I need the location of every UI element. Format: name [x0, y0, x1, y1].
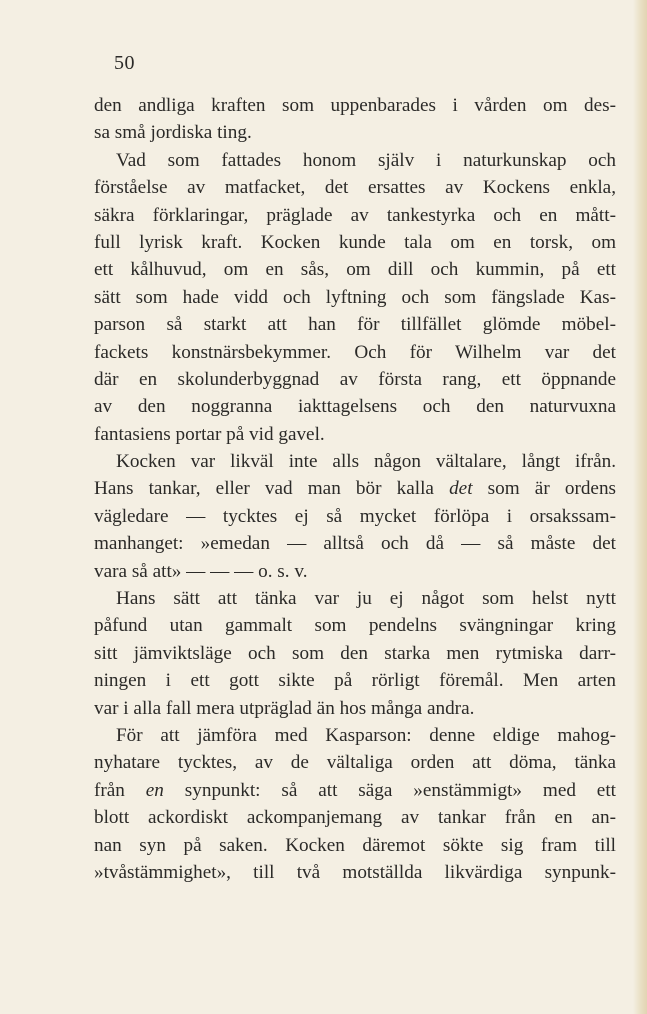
text-segment: Kocken var likväl inte alls någon vältalare, långt ifrån.: [116, 451, 616, 473]
page-edge-shadow: [633, 0, 647, 1014]
text-line: [94, 366, 616, 393]
text-line: [94, 749, 616, 776]
text-segment: fantasiens portar på vid gavel.: [94, 423, 325, 445]
text-line: [94, 503, 616, 530]
text-segment: av den noggranna iakttagelsens och den naturvuxna: [94, 396, 616, 418]
text-line: [94, 475, 616, 502]
text-segment: vara så att» — — — o. s. v.: [94, 560, 308, 582]
text-line: [94, 339, 616, 366]
text-line: [94, 777, 616, 804]
text-segment: var i alla fall mera utpräglad än hos många andra.: [94, 697, 475, 719]
text-line: [94, 530, 616, 557]
text-line: [94, 804, 616, 831]
text-line: [94, 558, 616, 585]
text-line: [94, 859, 616, 886]
text-segment: sa små jordiska ting.: [94, 122, 252, 144]
text-segment: Hans tankar, eller vad man bör kalla: [94, 478, 450, 500]
text-segment: För att jämföra med Kasparson: denne eldige mahog-: [116, 724, 616, 746]
text-segment: nyhatare tycktes, av de vältaliga orden att döma, tänka: [94, 752, 616, 774]
page-number: 50: [114, 52, 135, 74]
text-line: [94, 202, 616, 229]
text-line: [94, 174, 616, 201]
text-line: [94, 448, 616, 475]
text-segment: från: [94, 779, 146, 801]
italic-word: det: [449, 478, 473, 500]
text-segment: synpunkt: så att säga »enstämmigt» med ett: [163, 779, 616, 801]
text-segment: blott ackordiskt ackompanjemang av tankar från en an-: [94, 807, 616, 829]
text-line: [94, 284, 616, 311]
text-segment: full lyrisk kraft. Kocken kunde tala om en torsk, om: [94, 231, 616, 253]
text-segment: ningen i ett gott sikte på rörligt föremål. Men arten: [94, 670, 616, 692]
text-line: [94, 612, 616, 639]
text-line: [94, 256, 616, 283]
text-segment: där en skolunderbyggnad av första rang, ett öppnande: [94, 368, 616, 390]
italic-word: en: [145, 779, 164, 801]
text-segment: förståelse av matfacket, det ersattes av Kockens enkla,: [94, 177, 616, 199]
text-line: [94, 229, 616, 256]
text-segment: Vad som fattades honom själv i naturkunskap och: [116, 149, 616, 171]
text-line: [94, 722, 616, 749]
text-segment: fackets konstnärsbekymmer. Och för Wilhelm var det: [94, 341, 616, 363]
text-line: [94, 421, 616, 448]
text-segment: Hans sätt att tänka var ju ej något som helst nytt: [116, 588, 616, 610]
text-line: [94, 832, 616, 859]
text-segment: sitt jämviktsläge och som den starka men rytmiska darr-: [94, 642, 616, 664]
text-line: [94, 585, 616, 612]
text-segment: parson så starkt att han för tillfället glömde möbel-: [94, 314, 616, 336]
text-line: [94, 393, 616, 420]
text-line: [94, 667, 616, 694]
text-line: [94, 640, 616, 667]
text-segment: säkra förklaringar, präglade av tankestyrka och en mått-: [94, 204, 616, 226]
text-segment: påfund utan gammalt som pendelns svängningar kring: [94, 615, 616, 637]
text-segment: manhanget: »emedan — alltså och då — så måste det: [94, 533, 616, 555]
body-text: [94, 92, 616, 886]
text-segment: som är ordens: [472, 478, 616, 500]
text-line: [94, 92, 616, 119]
text-line: [94, 147, 616, 174]
text-segment: »tvåstämmighet», till två motställda likvärdiga synpunk-: [94, 861, 616, 883]
text-line: [94, 311, 616, 338]
text-segment: vägledare — tycktes ej så mycket förlöpa i orsakssam-: [94, 505, 616, 527]
text-segment: nan syn på saken. Kocken däremot sökte sig fram till: [94, 834, 616, 856]
text-segment: den andliga kraften som uppenbarades i vården om des-: [94, 95, 616, 116]
text-segment: sätt som hade vidd och lyftning och som fängslade Kas-: [94, 286, 616, 308]
text-line: [94, 119, 616, 146]
text-line: [94, 695, 616, 722]
text-segment: ett kålhuvud, om en sås, om dill och kummin, på ett: [94, 259, 616, 281]
